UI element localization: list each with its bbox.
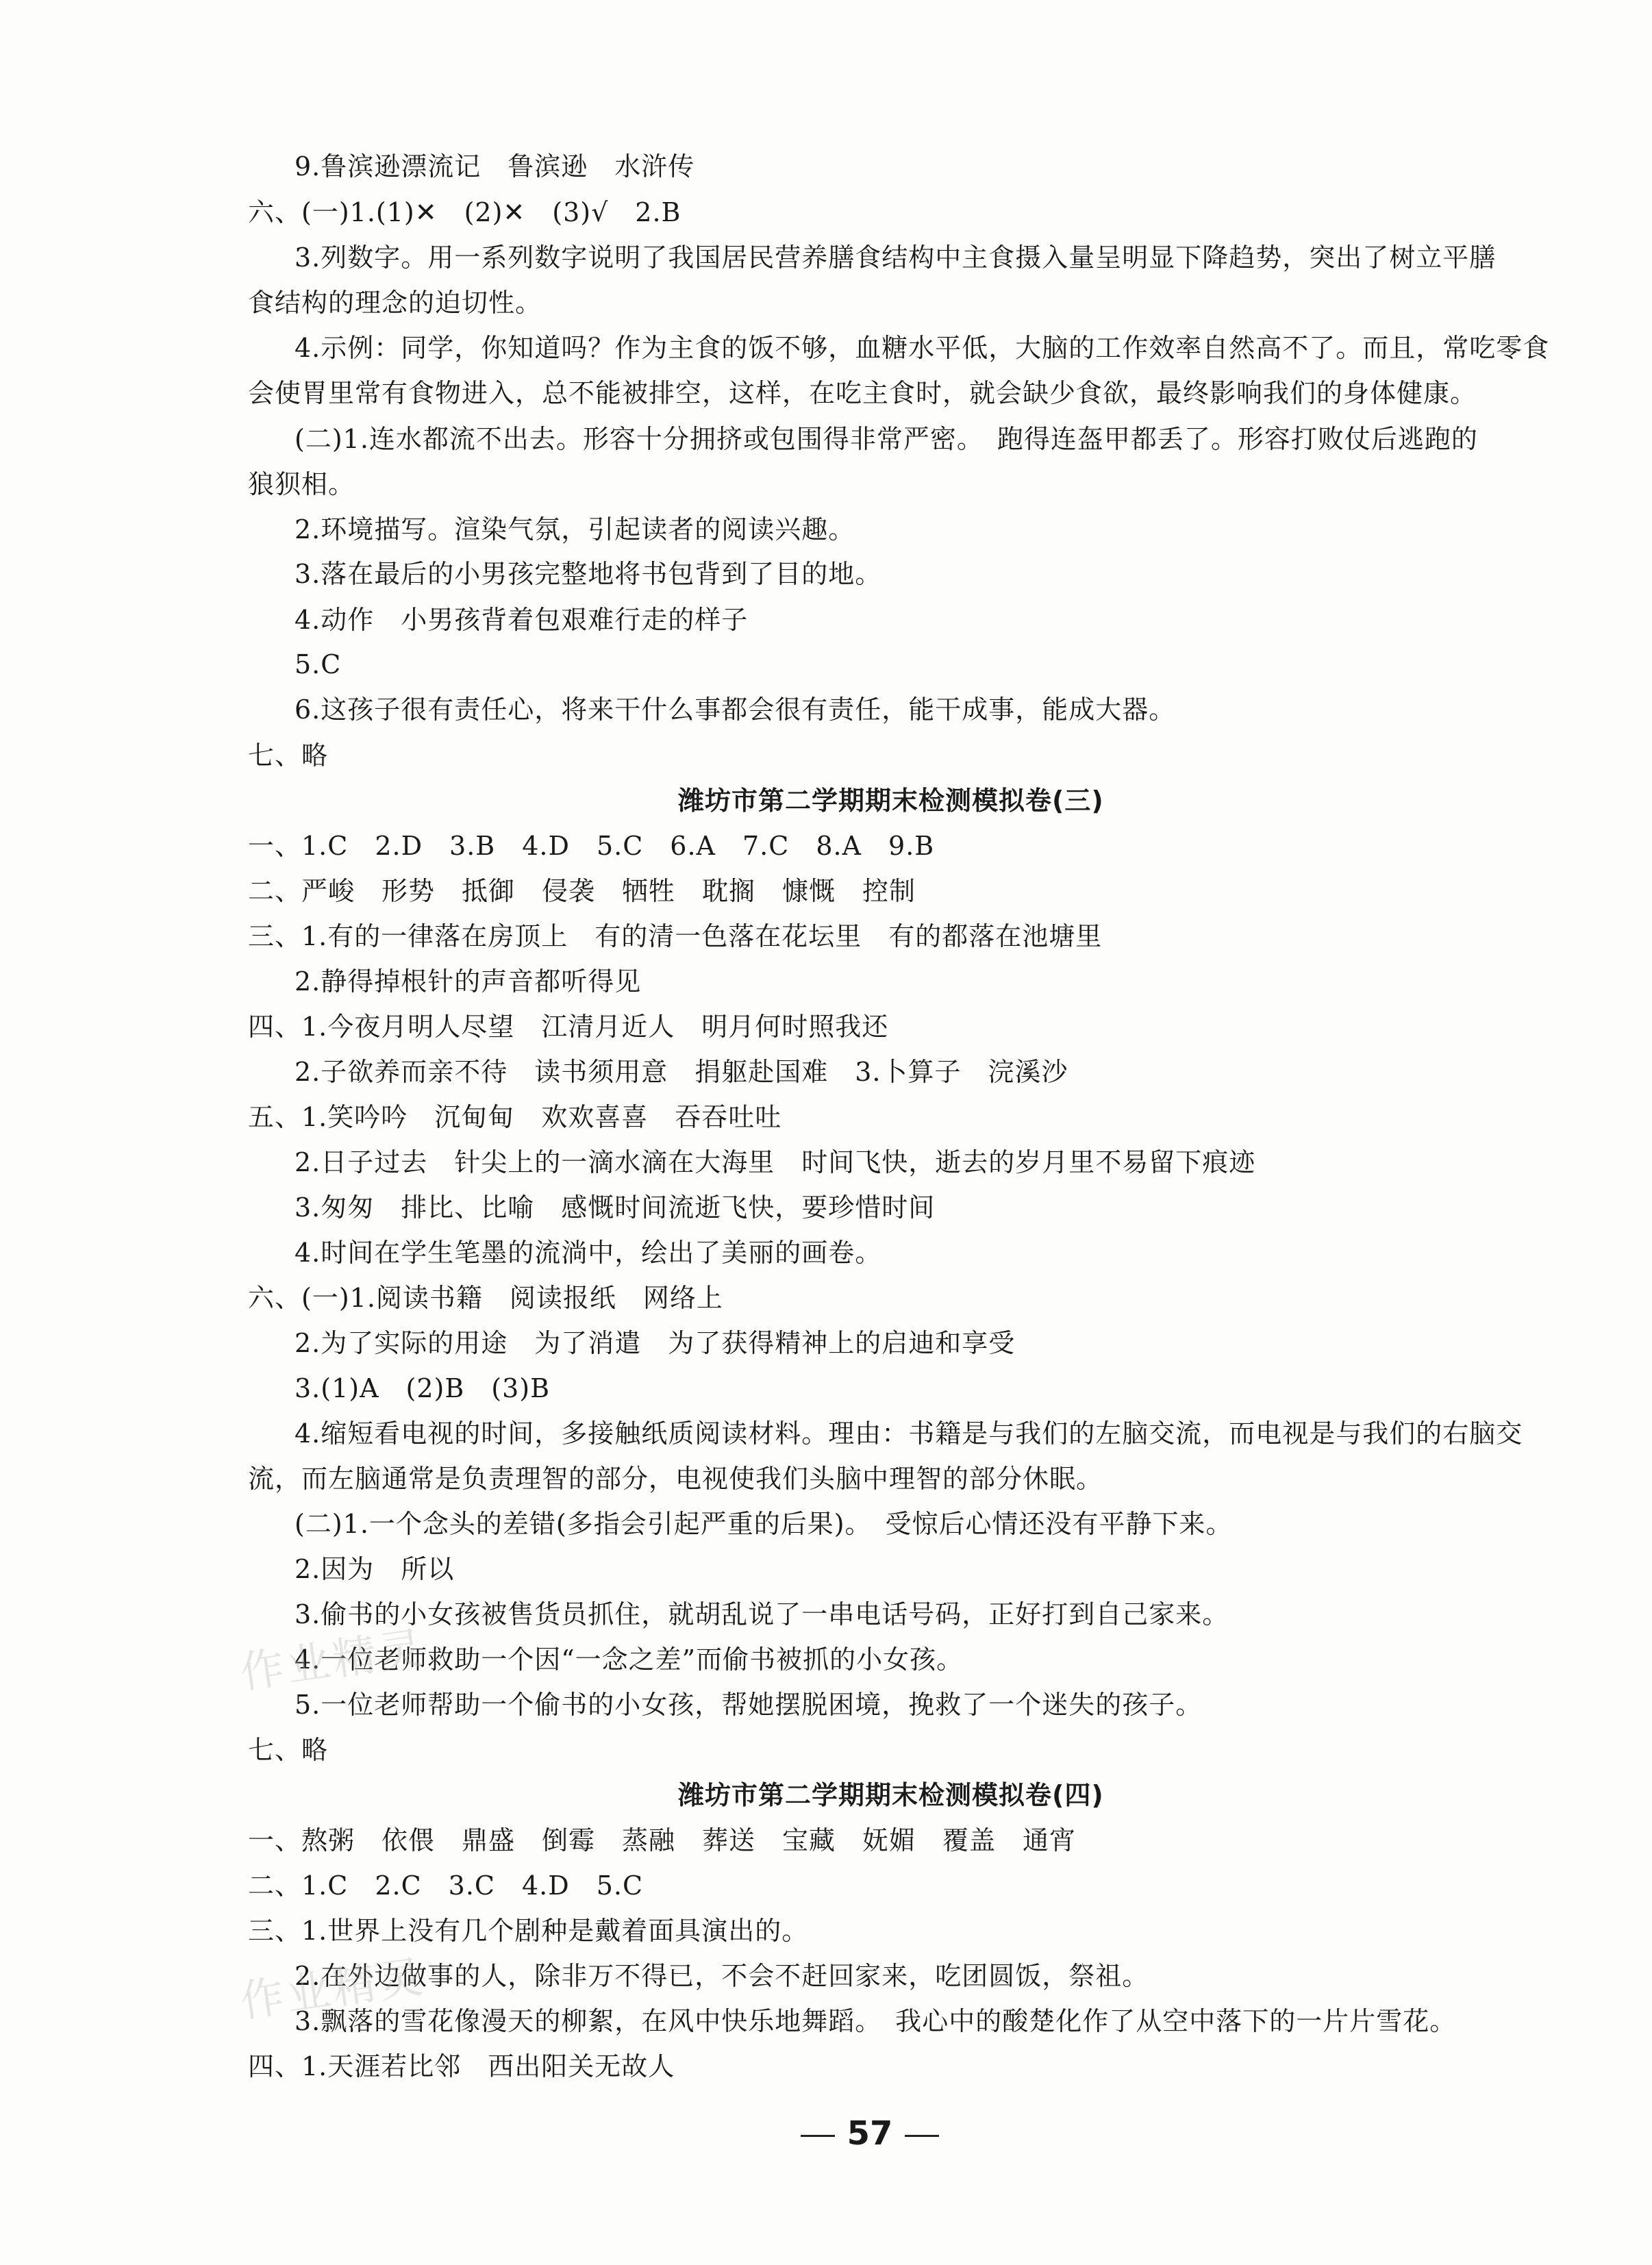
page-number-dash-left xyxy=(801,2135,835,2137)
answer-line: 2.在外边做事的人，除非万不得已，不会不赶回家来，吃团圆饭，祭祖。 xyxy=(295,1961,1149,1991)
answer-line: 五、1.笑吟吟 沉甸甸 欢欢喜喜 吞吞吐吐 xyxy=(248,1102,782,1132)
answer-line: 5.一位老师帮助一个偷书的小女孩，帮她摆脱困境，挽救了一个迷失的孩子。 xyxy=(295,1690,1203,1720)
answer-line: 5.C xyxy=(295,649,342,679)
answer-line: 3.列数字。用一系列数字说明了我国居民营养膳食结构中主食摄入量呈明显下降趋势，突出了树立平膳 xyxy=(295,242,1497,273)
answer-line: 3.匆匆 排比、比喻 感慨时间流逝飞快，要珍惜时间 xyxy=(295,1192,936,1223)
answer-line: 3.(1)A (2)B (3)B xyxy=(295,1373,551,1403)
answer-line: 2.子欲养而亲不待 读书须用意 捐躯赴国难 3.卜算子 浣溪沙 xyxy=(295,1057,1068,1087)
answer-line: 2.日子过去 针尖上的一滴水滴在大海里 时间飞快，逝去的岁月里不易留下痕迹 xyxy=(295,1147,1256,1177)
answer-line: 一、熬粥 依偎 鼎盛 倒霉 蒸融 葬送 宝藏 妩媚 覆盖 通宵 xyxy=(248,1825,1077,1855)
answer-line: 4.一位老师救助一个因“一念之差”而偷书被抓的小女孩。 xyxy=(295,1644,964,1675)
page-number xyxy=(767,2113,973,2154)
answer-line: 会使胃里常有食物进入，总不能被排空，这样，在吃主食时，就会缺少食欲，最终影响我们的身体健康。 xyxy=(248,378,1477,408)
answer-line: (二)1.连水都流不出去。形容十分拥挤或包围得非常严密。 跑得连盔甲都丢了。形容打败仗后逃跑的 xyxy=(295,424,1478,454)
answer-line: 三、1.世界上没有几个剧种是戴着面具演出的。 xyxy=(248,1916,809,1946)
answer-line: 七、略 xyxy=(248,1735,329,1765)
answer-line: 流，而左脑通常是负责理智的部分，电视使我们头脑中理智的部分休眠。 xyxy=(248,1464,1103,1494)
answer-line: 狼狈相。 xyxy=(248,469,355,499)
answer-line: 一、1.C 2.D 3.B 4.D 5.C 6.A 7.C 8.A 9.B xyxy=(248,831,935,861)
answer-line: 2.为了实际的用途 为了消遣 为了获得精神上的启迪和享受 xyxy=(295,1328,1016,1358)
page-number-value: 57 xyxy=(847,2114,893,2153)
answer-line: 3.飘落的雪花像漫天的柳絮，在风中快乐地舞蹈。 我心中的酸楚化作了从空中落下的一片片雪花。 xyxy=(295,2006,1457,2036)
page-number-dash-right xyxy=(905,2135,939,2137)
answer-line: 二、1.C 2.C 3.C 4.D 5.C xyxy=(248,1870,644,1901)
answer-line: 2.因为 所以 xyxy=(295,1554,455,1584)
watermark: 作业精灵 xyxy=(237,1951,429,2028)
answer-line: 七、略 xyxy=(248,740,329,771)
answer-line: 六、(一)1.(1)✕ (2)✕ (3)√ 2.B xyxy=(248,197,681,227)
answer-line: 6.这孩子很有责任心，将来干什么事都会很有责任，能干成事，能成大器。 xyxy=(295,694,1176,725)
answer-line: 4.时间在学生笔墨的流淌中，绘出了美丽的画卷。 xyxy=(295,1238,882,1268)
answer-line: 2.环境描写。渲染气氛，引起读者的阅读兴趣。 xyxy=(295,514,855,545)
answer-line: 3.落在最后的小男孩完整地将书包背到了目的地。 xyxy=(295,559,882,589)
answer-line: 3.偷书的小女孩被售货员抓住，就胡乱说了一串电话号码，正好打到自己家来。 xyxy=(295,1599,1229,1629)
answer-line: 三、1.有的一律落在房顶上 有的清一色落在花坛里 有的都落在池塘里 xyxy=(248,921,1103,951)
section-heading: 潍坊市第二学期期末检测模拟卷(三) xyxy=(678,786,1104,816)
section-heading: 潍坊市第二学期期末检测模拟卷(四) xyxy=(678,1780,1104,1810)
answer-line: 四、1.今夜月明人尽望 江清月近人 明月何时照我还 xyxy=(248,1012,889,1042)
answer-line: 2.静得掉根针的声音都听得见 xyxy=(295,966,642,997)
answer-line: (二)1.一个念头的差错(多指会引起严重的后果)。 受惊后心情还没有平静下来。 xyxy=(295,1509,1233,1539)
watermark: 作业精灵 xyxy=(237,1623,429,1699)
answer-line: 四、1.天涯若比邻 西出阳关无故人 xyxy=(248,2051,675,2081)
answer-line: 六、(一)1.阅读书籍 阅读报纸 网络上 xyxy=(248,1283,723,1313)
answer-line: 9.鲁滨逊漂流记 鲁滨逊 水浒传 xyxy=(295,151,695,182)
answer-line: 二、严峻 形势 抵御 侵袭 牺牲 耽搁 慷慨 控制 xyxy=(248,876,916,906)
answer-line: 食结构的理念的迫切性。 xyxy=(248,288,542,318)
answer-line: 4.缩短看电视的时间，多接触纸质阅读材料。理由：书籍是与我们的左脑交流，而电视是与我们的右脑交 xyxy=(295,1418,1523,1449)
answer-line: 4.示例：同学，你知道吗？作为主食的饭不够，血糖水平低，大脑的工作效率自然高不了。而且，常吃零食 xyxy=(295,333,1550,363)
answer-line: 4.动作 小男孩背着包艰难行走的样子 xyxy=(295,605,749,635)
